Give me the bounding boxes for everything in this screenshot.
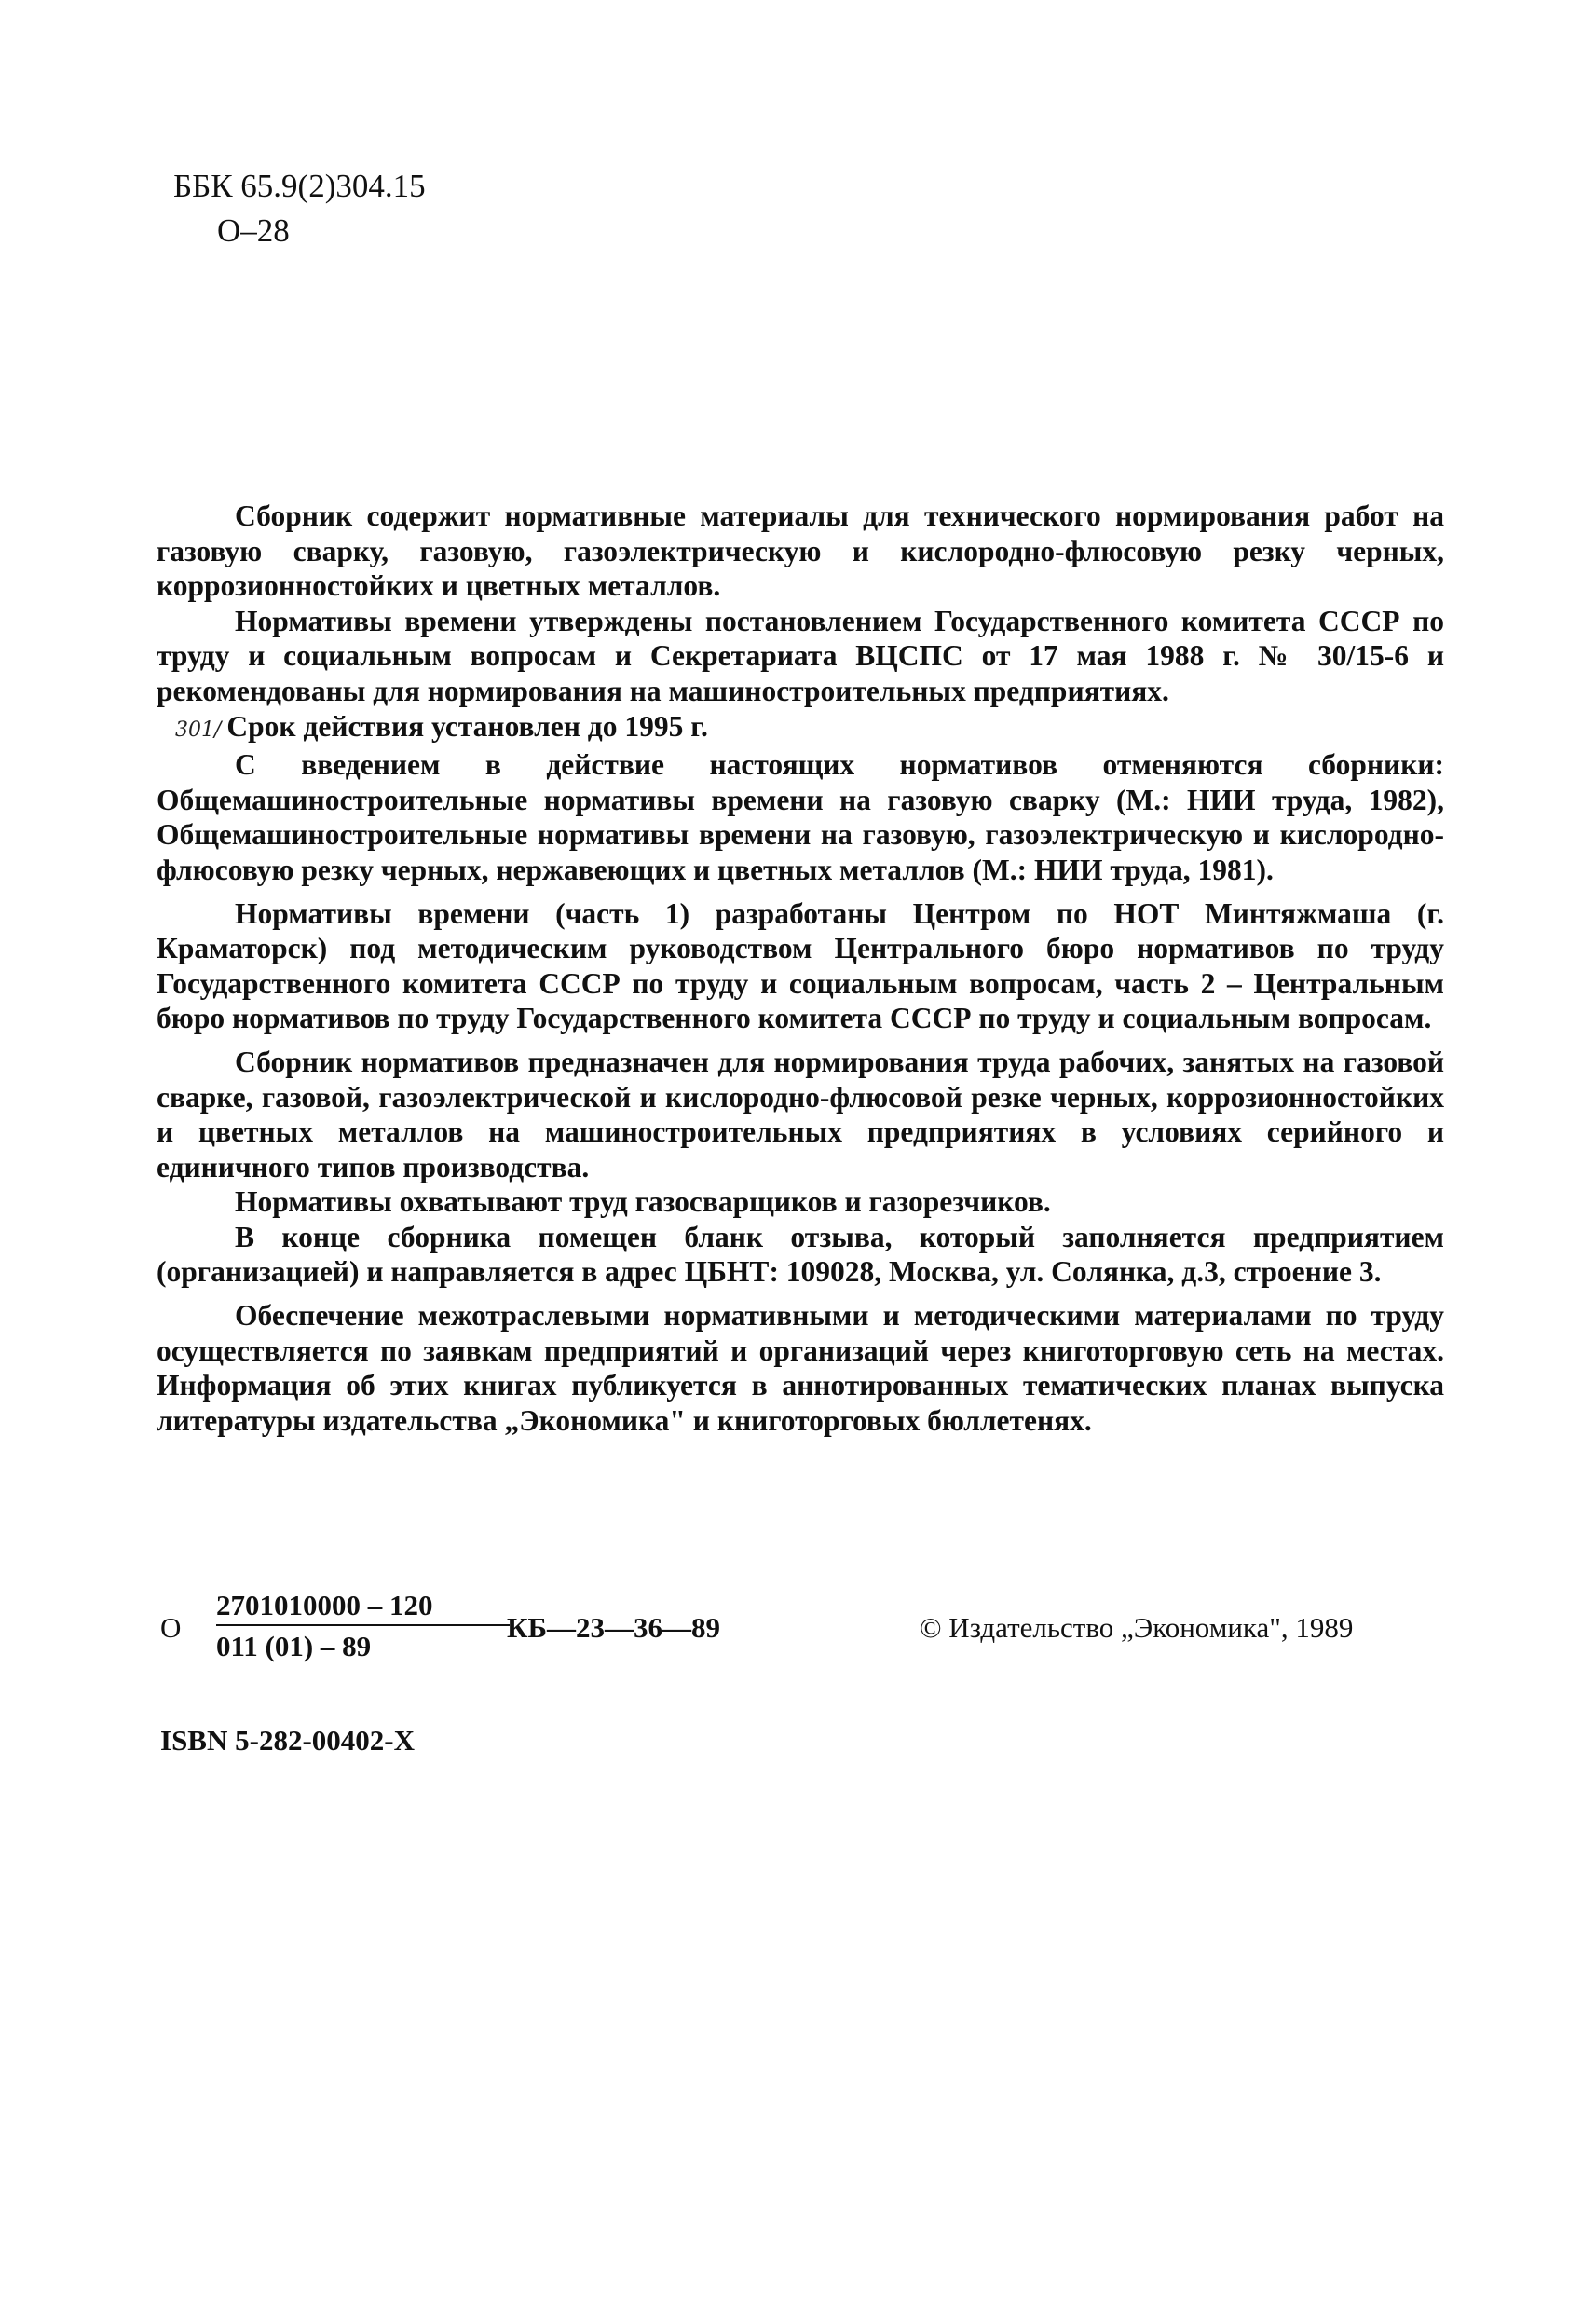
classification-block	[173, 164, 426, 253]
imprint-denominator: 011 (01) – 89	[216, 1630, 372, 1662]
imprint-prefix: О	[160, 1611, 182, 1644]
copyright-notice: © Издательство „Экономика", 1989	[920, 1611, 1354, 1644]
paragraph-7: Нормативы охватывают труд газосварщиков и газорезчиков.	[235, 1185, 1051, 1219]
paragraph-3	[157, 709, 1444, 748]
isbn: ISBN 5-282-00402-X	[160, 1724, 415, 1757]
paragraph-5: Нормативы времени (часть 1) разработаны Центром по НОТ Минтяжмаша (г. Краматорск) под методическим руководством Центрального бюро нормативов по труду Государственного комитета СССР по труду и социальным вопросам, часть 2 – Центральным бюро нормативов по труду Государственного комитета СССР по труду и социальным вопросам.	[157, 896, 1444, 1035]
paragraph-2: Нормативы времени утверждены постановлением Государственного комитета СССР по труду и социальным вопросам и Секретариата ВЦСПС от 17 мая 1988 г. № 30/15-6 и рекомендованы для нормирования на машиностроительных предприятиях.	[157, 604, 1444, 707]
paragraph-4: С введением в действие настоящих нормативов отменяются сборники: Общемашиностроительные нормативы времени на газовую сварку (М.: НИИ труда, 1982), Общемашиностроительные нормативы времени на газовую, газоэлектрическую и кислородно-флюсовую резку черных, нержавеющих и цветных металлов (М.: НИИ труда, 1981).	[157, 748, 1444, 886]
paragraph-8: В конце сборника помещен бланк отзыва, который заполняется предприятием (организацией) и направляется в адрес ЦБНТ: 109028, Москва, ул. Солянка, д.3, строение 3.	[157, 1220, 1444, 1289]
imprint-kb-code: КБ—23—36—89	[507, 1611, 720, 1644]
imprint-numerator: 2701010000 – 120	[216, 1589, 433, 1621]
fraction-line	[216, 1624, 510, 1626]
author-mark: О–28	[217, 212, 290, 249]
paragraph-3-text: Срок действия установлен до 1995 г.	[226, 709, 708, 743]
paragraph-9: Обеспечение межотраслевыми нормативными и методическими материалами по труду осуществляется по заявкам предприятий и организаций через книготорговую сеть на местах. Информация об этих книгах публикуется в аннотированных тематических планах выпуска литературы издательства „Экономика" и книготорговых бюллетенях.	[157, 1299, 1444, 1437]
handwritten-note: 301/	[175, 718, 222, 742]
paragraph-1: Сборник содержит нормативные материалы для технического нормирования работ на газовую сварку, газовую, газоэлектрическую и кислородно-флюсовую резку черных, коррозионностойких и цветных металлов.	[157, 499, 1444, 603]
imprint-block	[160, 1589, 1455, 1663]
bbk-code: ББК 65.9(2)304.15	[173, 168, 426, 204]
paragraph-6: Сборник нормативов предназначен для нормирования труда рабочих, занятых на газовой сварке, газовой, газоэлектрической и кислородно-флюсовой резке черных, коррозионностойких и цветных металлов на машиностроительных предприятиях в условиях серийного и единичного типов производства.	[157, 1045, 1444, 1183]
annotation-text	[157, 499, 1444, 1438]
